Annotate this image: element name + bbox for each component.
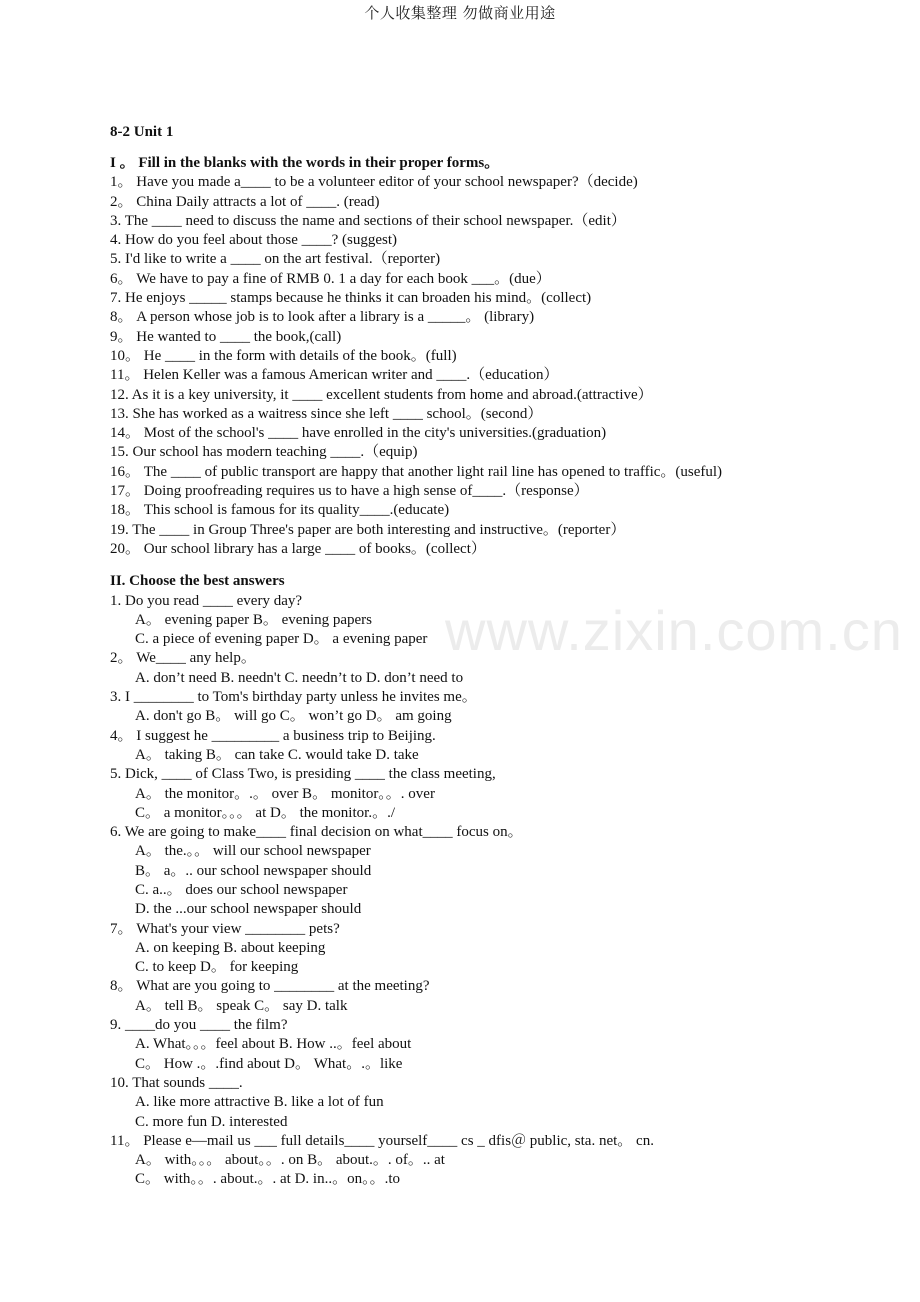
section-1-heading: I 。 Fill in the blanks with the words in their proper forms。 [110,155,500,171]
fill-blank-item: 3. The ____ need to discuss the name and sections of their school newspaper.（edit） [110,212,626,229]
section-2-list [110,592,890,1190]
answer-options: C. more fun D. interested [135,1113,288,1130]
fill-blank-item: 6。 We have to pay a fine of RMB 0. 1 a day for each book ___。(due） [110,270,551,287]
answer-options: A. don’t need B. needn't C. needn’t to D. don’t need to [135,669,464,686]
question-line: 9. ____do you ____ the film? [110,1017,288,1034]
fill-blank-item: 19. The ____ in Group Three's paper are both interesting and instructive。(reporter） [110,521,626,538]
question-line: 2。 We____ any help。 [110,650,256,667]
fill-blank-item: 14。 Most of the school's ____ have enrolled in the city's universities.(graduation) [110,425,607,442]
fill-blank-item: 11。 Helen Keller was a famous American writer and ____.（education） [110,367,559,384]
answer-options: B。 a。.. our school newspaper should [135,862,372,879]
answer-options: A。 taking B。 can take C. would take D. take [135,746,419,763]
answer-options: C。 a monitor。。。 at D。 the monitor.。./ [135,804,395,821]
watermark: www.zixin.com.cn [445,599,903,662]
section-2-heading: II. Choose the best answers [110,573,285,590]
unit-title: 8-2 Unit 1 [110,124,174,140]
answer-options: A. on keeping B. about keeping [135,939,326,956]
question-line: 5. Dick, ____ of Class Two, is presiding ____ the class meeting, [110,766,496,783]
question-line: 8。 What are you going to ________ at the meeting? [110,978,430,995]
question-line: 1. Do you read ____ every day? [110,592,303,609]
answer-options: C。 with。。. about.。. at D. in..。on。。.to [135,1171,400,1188]
worksheet-content [110,120,890,1190]
answer-options: C. a..。 does our school newspaper [135,881,348,898]
fill-blank-item: 5. I'd like to write a ____ on the art festival.（reporter) [110,251,441,268]
answer-options: A。 tell B。 speak C。 say D. talk [135,997,348,1014]
fill-blank-item: 10。 He ____ in the form with details of the book。(full) [110,347,457,364]
answer-options: A。 the monitor。.。 over B。 monitor。。. over [135,785,435,802]
fill-blank-item: 12. As it is a key university, it ____ excellent students from home and abroad.(attractive） [110,386,653,403]
question-line: 10. That sounds ____. [110,1074,243,1091]
answer-options: D. the ...our school newspaper should [135,901,362,918]
fill-blank-item: 15. Our school has modern teaching ____.（equip) [110,444,418,461]
answer-options: A。 the.。。 will our school newspaper [135,843,371,860]
fill-blank-item: 1。 Have you made a____ to be a volunteer editor of your school newspaper?（decide) [110,174,638,191]
fill-blank-item: 2。 China Daily attracts a lot of ____. (read) [110,193,380,210]
answer-options: A. like more attractive B. like a lot of fun [135,1094,384,1111]
fill-blank-item: 20。 Our school library has a large ____ of books。(collect） [110,540,486,557]
answer-options: C. a piece of evening paper D。 a evening paper [135,631,428,648]
fill-blank-item: 18。 This school is famous for its quality____.(educate) [110,502,450,519]
fill-blank-item: 13. She has worked as a waitress since she left ____ school。(second） [110,405,543,422]
answer-options: C。 How .。.find about D。 What。.。like [135,1055,403,1072]
answer-options: A. What。。。feel about B. How ..。feel about [135,1036,412,1053]
question-line: 3. I ________ to Tom's birthday party unless he invites me。 [110,689,477,706]
question-line: 6. We are going to make____ final decision on what____ focus on。 [110,824,523,841]
section-1-list [110,173,890,559]
question-line: 11。 Please e—mail us ___ full details____ yourself____ cs _ dfis＠ public, sta. net。 cn. [110,1132,654,1149]
fill-blank-item: 9。 He wanted to ____ the book,(call) [110,328,342,345]
answer-options: A。 with。。。 about。。. on B。 about.。. of。.. at [135,1152,445,1169]
fill-blank-item: 16。 The ____ of public transport are happy that another light rail line has opened to traffic。(useful) [110,463,723,480]
fill-blank-item: 7. He enjoys _____ stamps because he thinks it can broaden his mind。(collect) [110,290,592,307]
fill-blank-item: 4. How do you feel about those ____? (suggest) [110,232,398,249]
fill-blank-item: 8。 A person whose job is to look after a library is a _____。 (library) [110,309,535,326]
page-header-note: 个人收集整理 勿做商业用途 [364,4,556,22]
answer-options: C. to keep D。 for keeping [135,959,299,976]
fill-blank-item: 17。 Doing proofreading requires us to have a high sense of____.（response） [110,483,589,500]
answer-options: A。 evening paper B。 evening papers [135,611,373,628]
answer-options: A. don't go B。 will go C。 won’t go D。 am going [135,708,452,725]
question-line: 4。 I suggest he _________ a business trip to Beijing. [110,727,436,744]
question-line: 7。 What's your view ________ pets? [110,920,340,937]
